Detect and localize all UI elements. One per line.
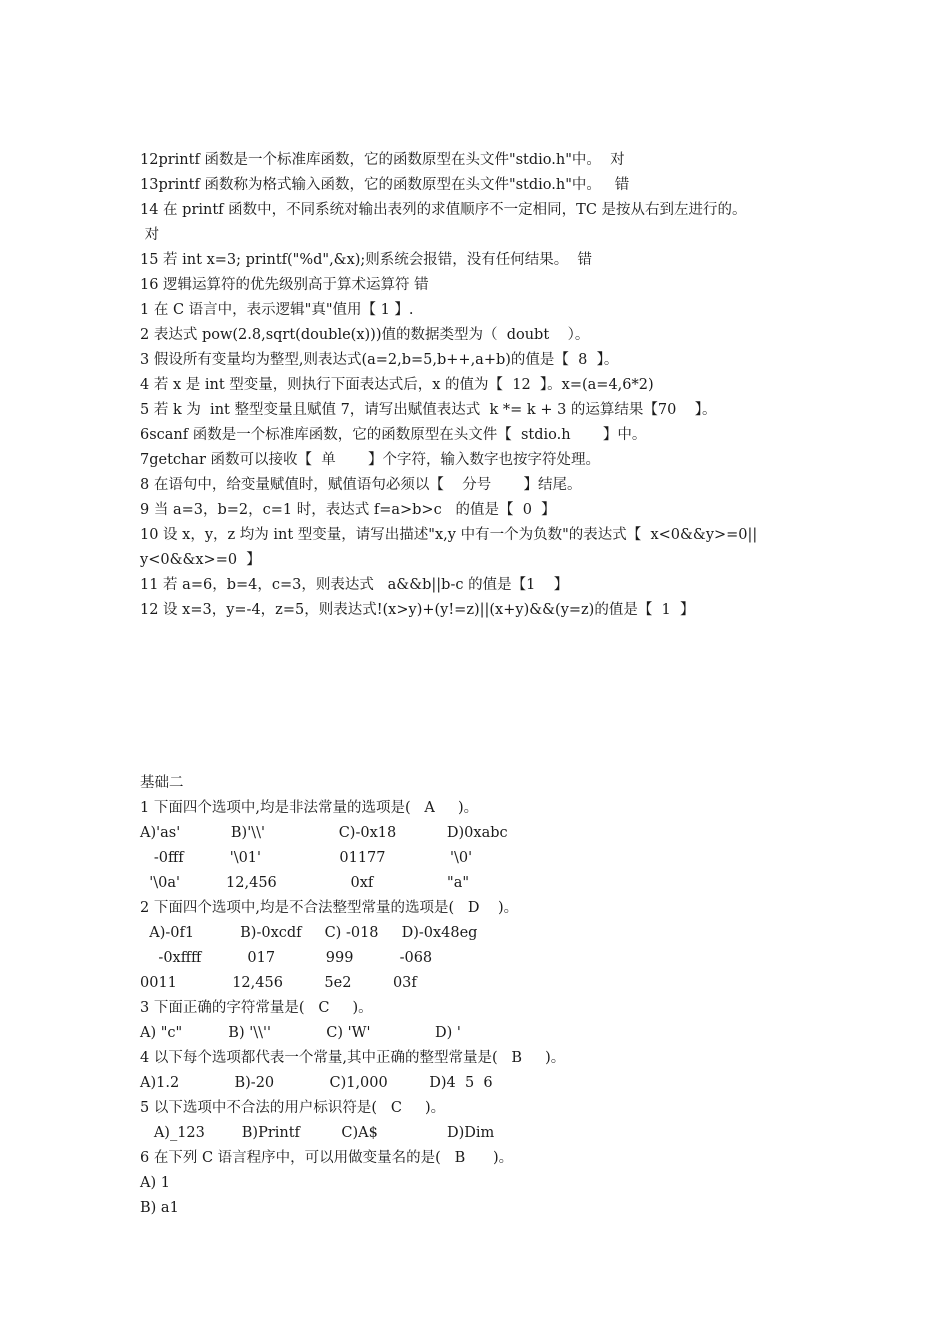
text-line: A) 1: [140, 1175, 170, 1191]
text-line: 12 设 x=3，y=-4，z=5，则表达式!(x>y)+(y!=z)||(x+y)&&(y=z)的值是【 1 】: [140, 602, 695, 618]
text-line: A)1.2 B)-20 C)1,000 D)4 5 6: [140, 1075, 493, 1091]
text-line: '\0a' 12,456 0xf "a": [140, 875, 470, 891]
text-line: 6 在下列 C 语言程序中，可以用做变量名的是( B )。: [140, 1150, 514, 1166]
text-line: 11 若 a=6，b=4，c=3，则表达式 a&&b||b-c 的值是【1 】: [140, 577, 569, 593]
text-line: A)_123 B)Printf C)A$ D)Dim: [140, 1125, 495, 1141]
text-line: 7getchar 函数可以接收【 单 】个字符，输入数字也按字符处理。: [140, 452, 601, 468]
section-heading: 基础二: [140, 775, 184, 791]
text-line: 5 以下选项中不合法的用户标识符是( C )。: [140, 1100, 446, 1116]
text-line: 4 若 x 是 int 型变量，则执行下面表达式后，x 的值为【 12 】。x=(a=4,6*2): [140, 377, 654, 393]
text-line: 1 在 C 语言中，表示逻辑"真"值用【 1 】.: [140, 302, 414, 318]
text-line: 3 下面正确的字符常量是( C )。: [140, 1000, 373, 1016]
text-line: 6scanf 函数是一个标准库函数，它的函数原型在头文件【 stdio.h 】中。: [140, 427, 647, 443]
text-line: 2 表达式 pow(2.8,sqrt(double(x)))值的数据类型为（ doubt ）。: [140, 327, 590, 343]
text-line: 12printf 函数是一个标准库函数，它的函数原型在头文件"stdio.h"中。 对: [140, 152, 625, 168]
text-line: y<0&&x>=0 】: [140, 552, 261, 568]
text-line: 对: [140, 227, 160, 243]
text-line: 1 下面四个选项中,均是非法常量的选项是( A )。: [140, 800, 479, 816]
text-line: B) a1: [140, 1200, 179, 1216]
text-line: 5 若 k 为 int 整型变量且赋值 7，请写出赋值表达式 k *= k + 3 的运算结果【70 】。: [140, 402, 717, 418]
text-line: 16 逻辑运算符的优先级别高于算术运算符 错: [140, 277, 429, 293]
text-line: 14 在 printf 函数中，不同系统对输出表列的求值顺序不一定相同，TC 是按从右到左进行的。: [140, 202, 747, 218]
text-line: 2 下面四个选项中,均是不合法整型常量的选项是( D )。: [140, 900, 519, 916]
text-line: 13printf 函数称为格式输入函数，它的函数原型在头文件"stdio.h"中。 错: [140, 177, 630, 193]
text-line: 3 假设所有变量均为整型,则表达式(a=2,b=5,b++,a+b)的值是【 8 】。: [140, 352, 619, 368]
text-line: 0011 12,456 5e2 03f: [140, 975, 417, 991]
text-line: 4 以下每个选项都代表一个常量,其中正确的整型常量是( B )。: [140, 1050, 566, 1066]
text-line: 8 在语句中，给变量赋值时，赋值语句必须以【 分号 】结尾。: [140, 477, 582, 493]
text-line: 9 当 a=3，b=2，c=1 时，表达式 f=a>b>c 的值是【 0 】: [140, 502, 556, 518]
text-line: -0fff '\01' 01177 '\0': [140, 850, 473, 866]
text-line: -0xffff 017 999 -068: [140, 950, 433, 966]
text-line: A) "c" B) '\\'' C) 'W' D) ': [140, 1025, 461, 1041]
text-line: 10 设 x，y，z 均为 int 型变量，请写出描述"x,y 中有一个为负数"的表达式【 x<0&&y>=0||: [140, 527, 758, 543]
text-line: 15 若 int x=3; printf("%d",&x);则系统会报错，没有任何结果。 错: [140, 252, 593, 268]
text-line: A)-0f1 B)-0xcdf C) -018 D)-0x48eg: [140, 925, 478, 941]
text-line: A)'as' B)'\\' C)-0x18 D)0xabc: [140, 825, 508, 841]
